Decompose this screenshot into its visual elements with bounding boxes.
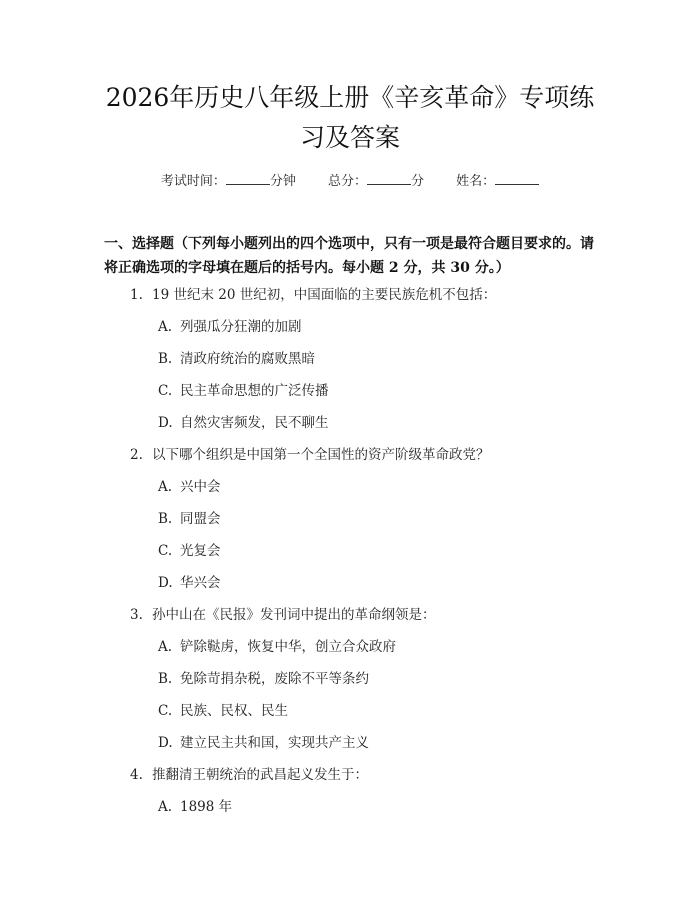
option-text: 免除苛捐杂税，废除不平等条约: [180, 671, 369, 687]
option-letter: D.: [158, 415, 173, 431]
question-text: 以下哪个组织是中国第一个全国性的资产阶级革命政党？: [152, 447, 490, 463]
question-number: 3.: [130, 607, 143, 623]
option-text: 同盟会: [180, 511, 221, 527]
option-letter: D.: [158, 735, 173, 751]
question-2-option-c: [158, 539, 221, 559]
title-line-1: 2026年历史八年级上册《辛亥革命》专项练: [105, 83, 595, 112]
option-text: 华兴会: [180, 575, 221, 591]
total-score-blank: [367, 172, 411, 185]
title-line-2: 习及答案: [299, 123, 400, 152]
option-letter: A.: [158, 799, 173, 815]
exam-meta: [0, 170, 700, 189]
student-name: [456, 170, 539, 189]
option-text: 列强瓜分狂潮的加剧: [180, 319, 302, 335]
option-letter: B.: [158, 511, 173, 527]
option-text: 1898 年: [180, 799, 233, 815]
option-letter: B.: [158, 671, 173, 687]
total-score-label: 总分：: [327, 174, 367, 189]
question-2: [130, 443, 490, 463]
question-3: [130, 603, 436, 623]
student-name-blank: [495, 172, 539, 185]
question-2-option-d: [158, 571, 221, 591]
student-name-label: 姓名：: [456, 174, 496, 189]
question-4-option-a: [158, 795, 232, 815]
option-text: 自然灾害频发，民不聊生: [180, 415, 329, 431]
question-number: 4.: [130, 767, 143, 783]
exam-time: [161, 170, 296, 189]
option-text: 光复会: [180, 543, 221, 559]
option-text: 民主革命思想的广泛传播: [180, 383, 329, 399]
option-letter: A.: [158, 639, 173, 655]
question-3-option-c: [158, 699, 288, 719]
total-score-unit: 分: [411, 174, 425, 189]
question-4: [130, 763, 368, 783]
option-text: 民族、民权、民生: [180, 703, 288, 719]
question-1-option-b: [158, 347, 315, 367]
question-3-option-b: [158, 667, 369, 687]
option-text: 铲除鞑虏，恢复中华，创立合众政府: [180, 639, 396, 655]
question-text: 孙中山在《民报》发刊词中提出的革命纲领是：: [152, 607, 436, 623]
option-letter: D.: [158, 575, 173, 591]
option-text: 建立民主共和国，实现共产主义: [180, 735, 369, 751]
question-text: 推翻清王朝统治的武昌起义发生于：: [152, 767, 368, 783]
question-3-option-a: [158, 635, 396, 655]
question-number: 2.: [130, 447, 143, 463]
question-3-option-d: [158, 731, 369, 751]
document-title: [0, 78, 700, 158]
question-1-option-a: [158, 315, 302, 335]
option-text: 兴中会: [180, 479, 221, 495]
total-score: [328, 170, 424, 189]
option-letter: C.: [158, 543, 173, 559]
option-letter: C.: [158, 703, 173, 719]
question-number: 1.: [130, 287, 143, 303]
option-text: 清政府统治的腐败黑暗: [180, 351, 315, 367]
question-text: 19 世纪末 20 世纪初，中国面临的主要民族危机不包括：: [152, 287, 497, 303]
option-letter: A.: [158, 319, 173, 335]
exam-time-blank: [226, 172, 270, 185]
question-1-option-d: [158, 411, 329, 431]
section-heading: 一、选择题（下列每小题列出的四个选项中，只有一项是最符合题目要求的。请将正确选项的字母填在题后的括号内。每小题 2 分，共 30 分。）: [104, 236, 594, 276]
exam-time-label: 考试时间：: [160, 174, 226, 189]
question-2-option-b: [158, 507, 221, 527]
question-2-option-a: [158, 475, 221, 495]
option-letter: C.: [158, 383, 173, 399]
question-1: [130, 283, 496, 303]
option-letter: A.: [158, 479, 173, 495]
option-letter: B.: [158, 351, 173, 367]
exam-time-unit: 分钟: [269, 174, 296, 189]
question-1-option-c: [158, 379, 329, 399]
